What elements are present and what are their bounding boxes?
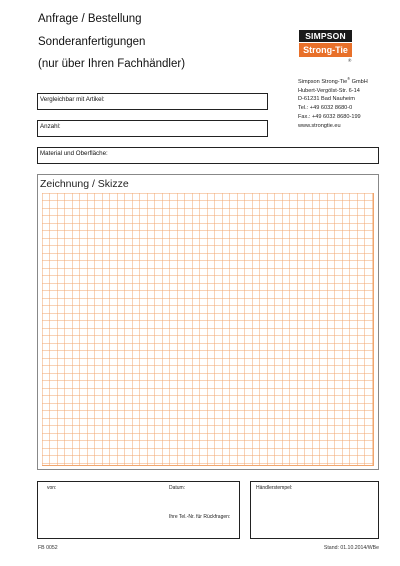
anzahl-label: Anzahl: xyxy=(40,122,61,130)
company-street: Hubert-Vergölst-Str. 6-14 xyxy=(298,87,360,94)
tel-label: Ihre Tel.-Nr. für Rückfragen: xyxy=(169,514,231,520)
sketch-grid xyxy=(42,193,374,466)
requester-box[interactable] xyxy=(37,481,240,539)
artikel-field[interactable] xyxy=(37,93,268,110)
dealer-stamp-box[interactable] xyxy=(250,481,379,539)
datum-label: Datum: xyxy=(169,485,186,491)
logo-simpson: SIMPSON xyxy=(299,30,352,42)
form-id: FB 0052 xyxy=(38,545,58,551)
sketch-area[interactable] xyxy=(37,174,379,470)
material-label: Material und Oberfläche: xyxy=(40,149,108,157)
form-note: (nur über Ihren Fachhändler) xyxy=(38,58,186,70)
von-label: von: xyxy=(47,485,57,491)
form-date-stamp: Stand: 01.10.2014/WBe xyxy=(323,545,379,551)
artikel-label: Vergleichbar mit Artikel: xyxy=(40,95,105,103)
company-address xyxy=(298,75,368,131)
form-subtitle: Sonderanfertigungen xyxy=(38,36,146,48)
stempel-label: Händlerstempel: xyxy=(256,485,293,491)
sketch-title: Zeichnung / Skizze xyxy=(40,178,129,190)
company-tel: Tel.: +49 6032 8680-0 xyxy=(298,105,353,112)
simpson-strong-tie-logo xyxy=(299,30,352,57)
logo-registered-mark: ® xyxy=(348,58,352,63)
company-city: D-61231 Bad Nauheim xyxy=(298,96,355,103)
company-web: www.strongtie.eu xyxy=(298,122,341,129)
logo-strong-tie: Strong-Tie xyxy=(299,43,352,57)
company-fax: Fax.: +49 6032 8680-199 xyxy=(298,114,361,121)
anzahl-field[interactable] xyxy=(37,120,268,137)
company-name: Simpson Strong-Tie® GmbH xyxy=(298,77,368,85)
form-title: Anfrage / Bestellung xyxy=(38,13,142,25)
material-field[interactable] xyxy=(37,147,379,164)
